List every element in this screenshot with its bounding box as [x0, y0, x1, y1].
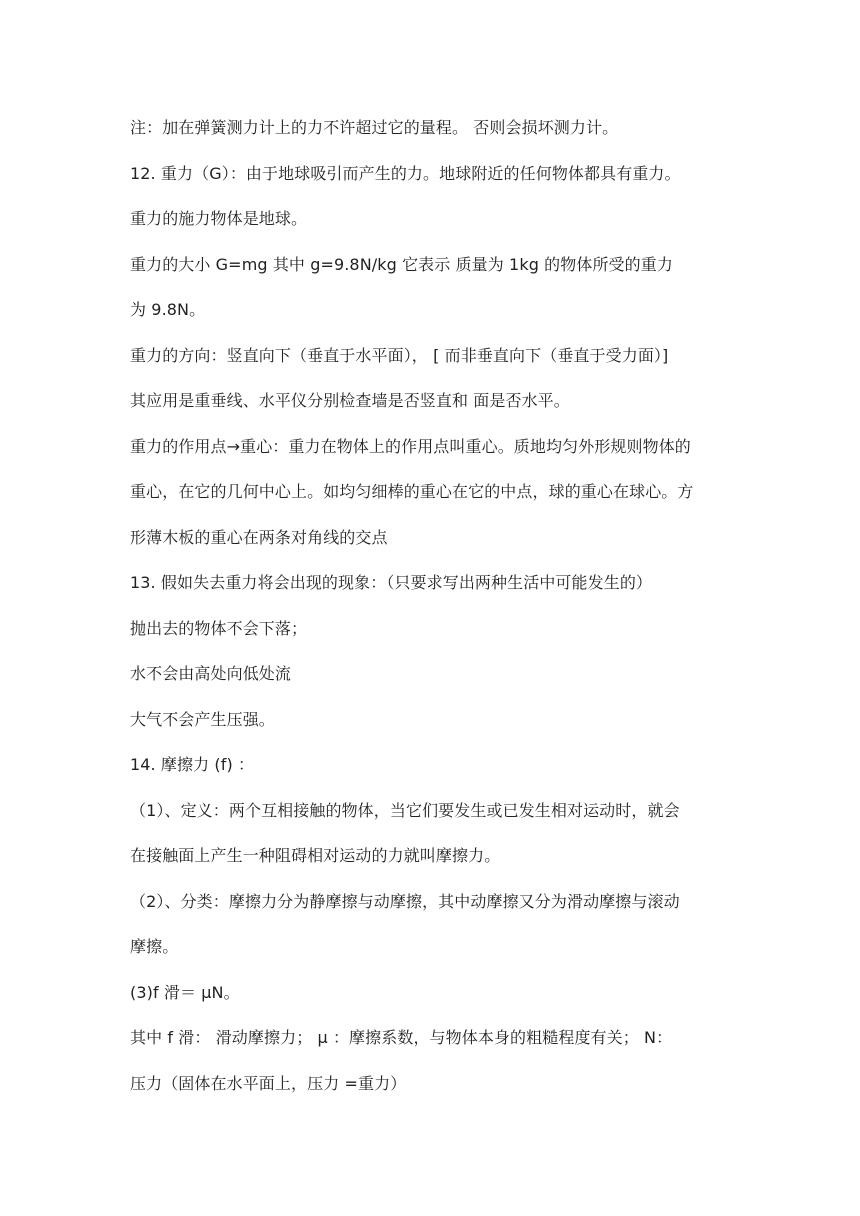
text-line-friction-classification-cont: 摩擦。 — [130, 937, 179, 956]
text-line-friction-definition: （1）、定义：两个互相接触的物体，当它们要发生或已发生相对运动时，就会 — [130, 800, 680, 820]
text-line-no-gravity-item-2: 水不会由高处向低处流 — [130, 664, 292, 683]
text-line-friction-classification: （2）、分类：摩擦力分为静摩擦与动摩擦，其中动摩擦又分为滑动摩擦与滚动 — [130, 891, 680, 911]
text-line-center-of-gravity-cont: 重心，在它的几何中心上。如均匀细棒的重心在它的中点，球的重心在球心。方 — [130, 482, 694, 501]
document-body — [130, 110, 750, 1111]
text-line-friction-formula: (3)f 滑＝ μN。 — [130, 982, 240, 1002]
text-line-center-of-gravity: 重力的作用点→重心：重力在物体上的作用点叫重心。质地均匀外形规则物体的 — [130, 436, 691, 456]
text-line-friction-variables: 其中 f 滑： 滑动摩擦力； μ ：摩擦系数，与物体本身的粗糙程度有关； N： — [130, 1028, 673, 1047]
text-line-friction-definition-cont: 在接触面上产生一种阻碍相对运动的力就叫摩擦力。 — [130, 846, 501, 865]
text-line-no-gravity-item-3: 大气不会产生压强。 — [130, 709, 275, 729]
text-line-no-gravity-item-1: 抛出去的物体不会下落； — [130, 618, 308, 638]
text-line-note-spring-scale: 注：加在弹簧测力计上的力不许超过它的量程。 否则会损坏测力计。 — [130, 118, 619, 137]
text-line-gravity-magnitude: 重力的大小 G=mg 其中 g=9.8N/kg 它表示 质量为 1kg 的物体所受的重力 — [130, 254, 673, 274]
text-line-center-of-gravity-end: 形薄木板的重心在两条对角线的交点 — [130, 527, 388, 547]
text-line-gravity-source: 重力的施力物体是地球。 — [130, 209, 308, 228]
text-line-gravity-definition: 12. 重力（G）：由于地球吸引而产生的力。地球附近的任何物体都具有重力。 — [130, 163, 681, 183]
text-line-no-gravity-heading: 13. 假如失去重力将会出现的现象：（只要求写出两种生活中可能发生的） — [130, 573, 653, 592]
text-line-gravity-magnitude-cont: 为 9.8N。 — [130, 300, 206, 319]
text-line-friction-heading: 14. 摩擦力 (f) ： — [130, 755, 255, 774]
text-line-gravity-application: 其应用是重垂线、水平仪分别检查墙是否竖直和 面是否水平。 — [130, 391, 570, 410]
text-line-gravity-direction: 重力的方向：竖直向下（垂直于水平面）， [ 而非垂直向下（垂直于受力面）] — [130, 345, 669, 365]
text-line-friction-variables-cont: 压力（固体在水平面上，压力 =重力） — [130, 1073, 407, 1093]
